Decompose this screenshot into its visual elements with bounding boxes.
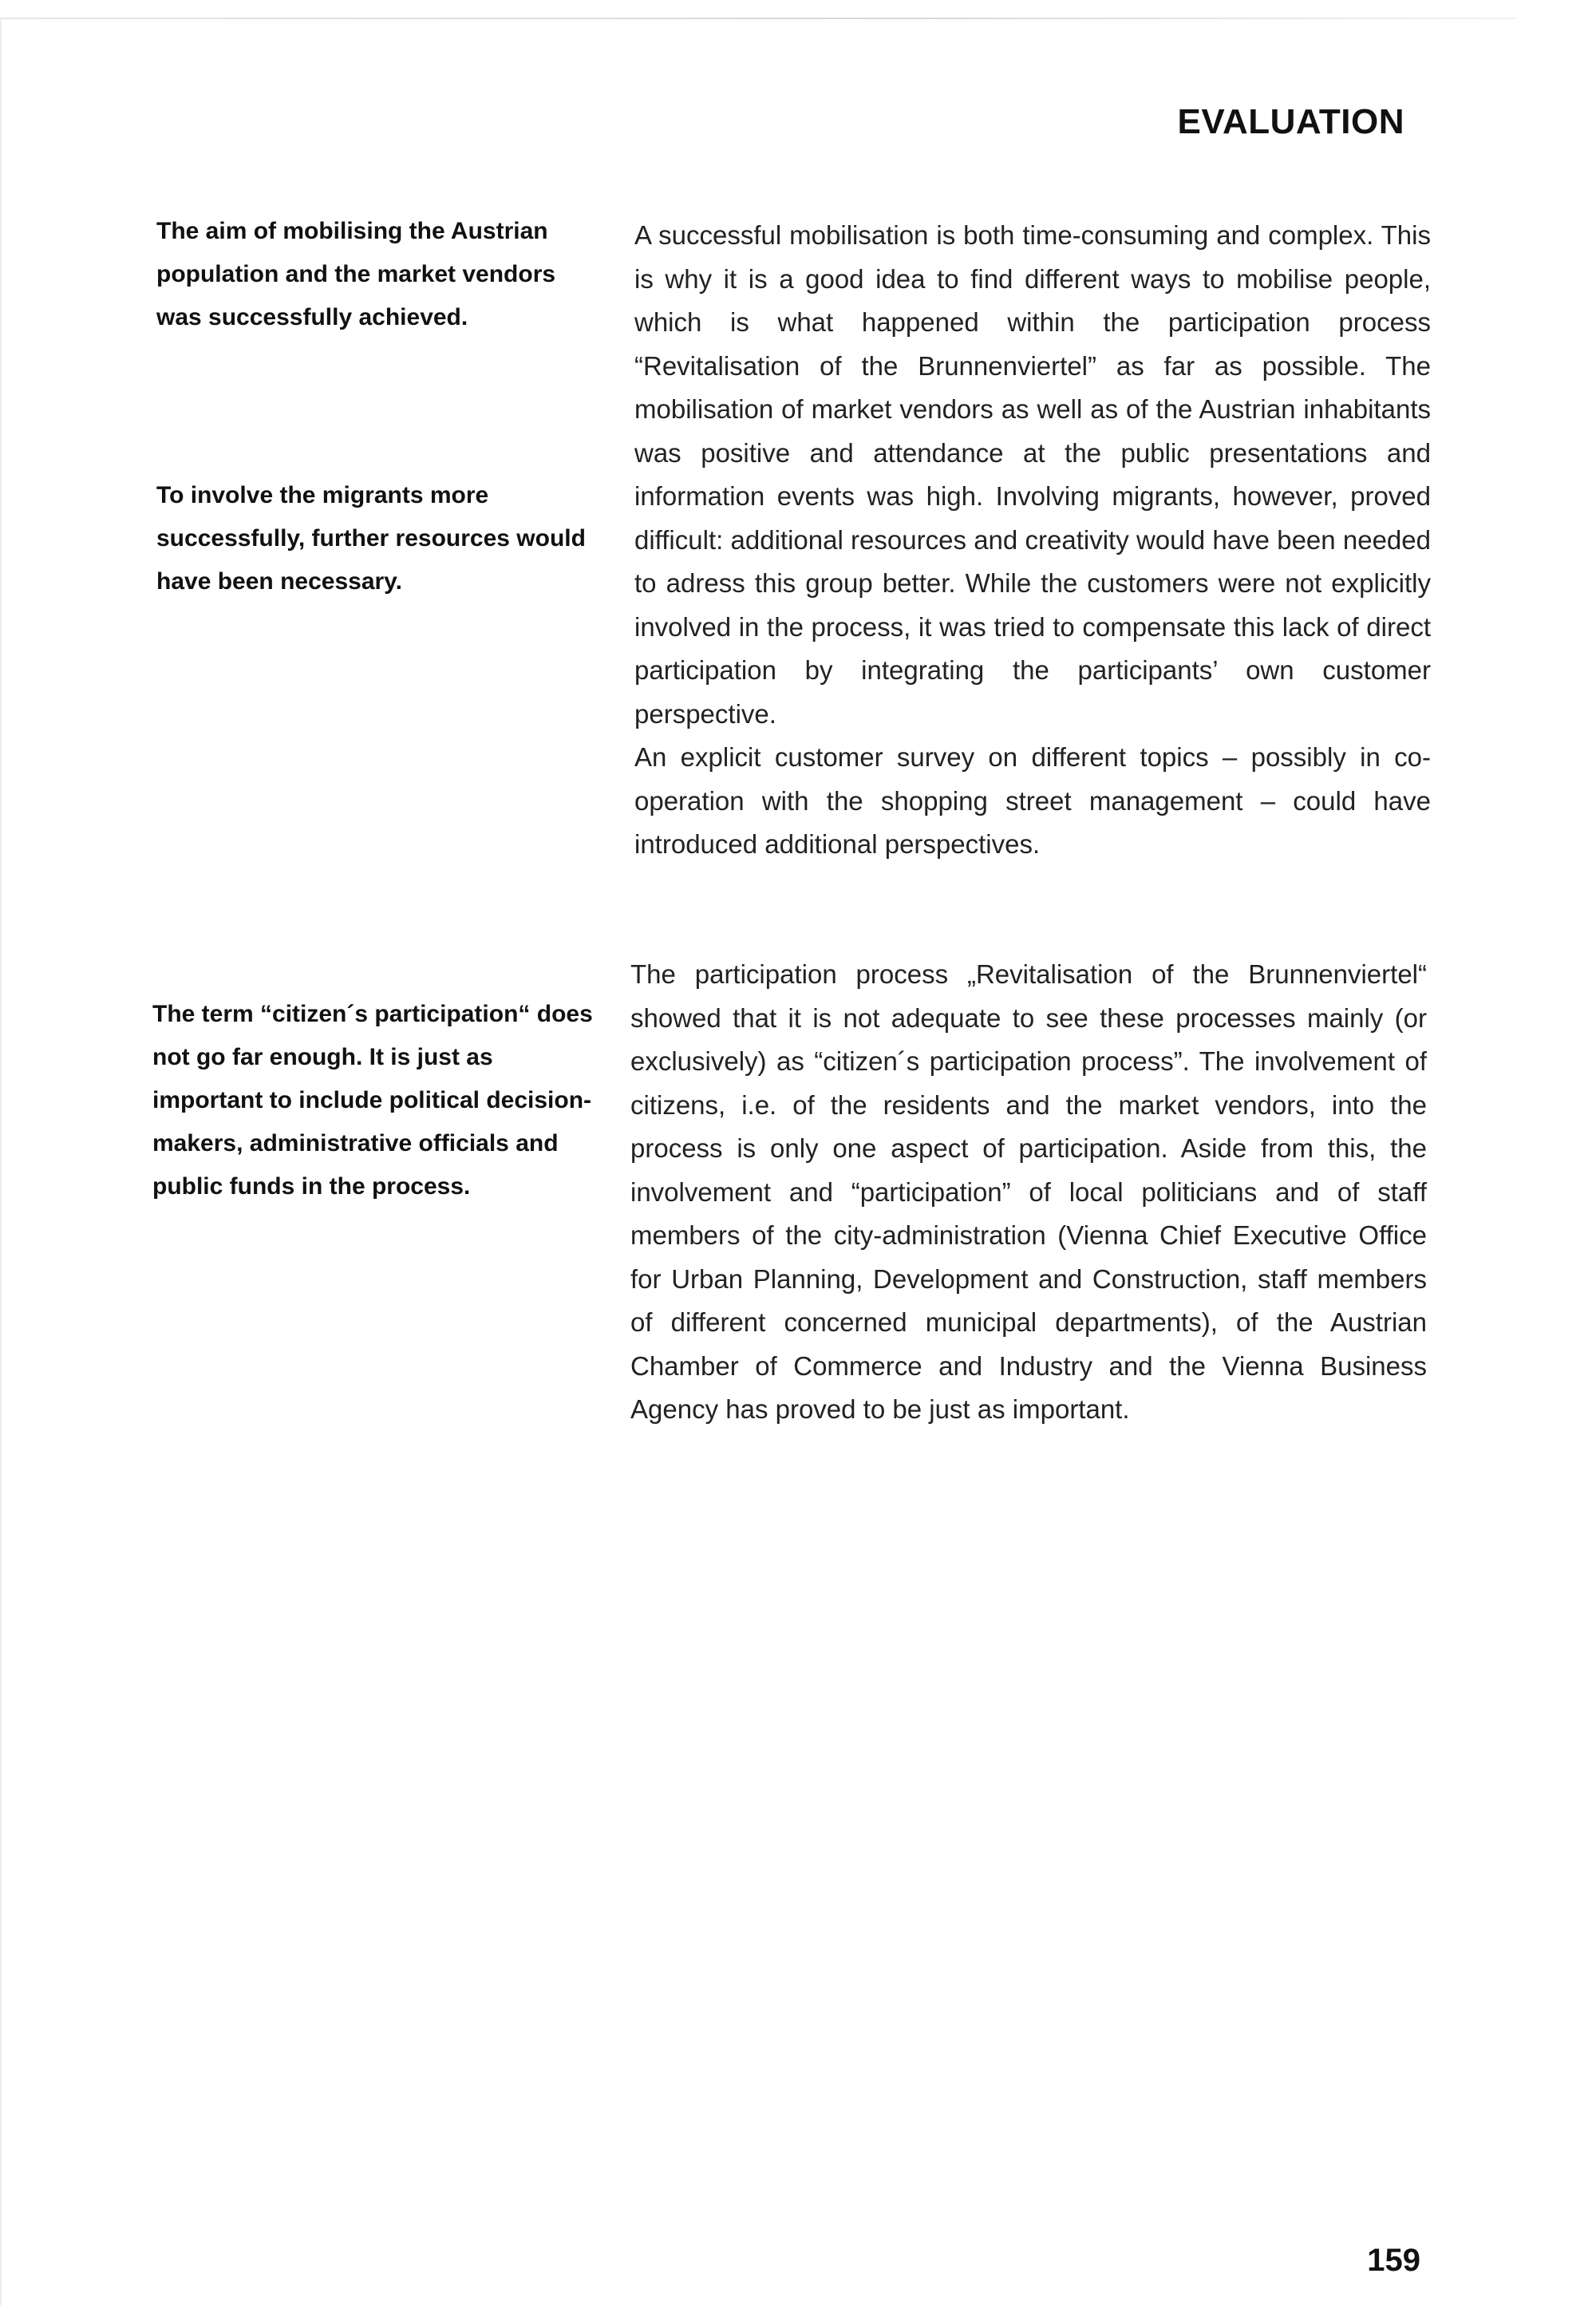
scan-edge-left xyxy=(0,18,2,2305)
running-header-title: EVALUATION xyxy=(1177,102,1404,141)
scan-edge-top xyxy=(0,18,1516,19)
paragraph-mobilisation: A successful mobilisation is both time-consuming and complex. This is why it is a good idea to find different ways to mobilise people, which is what happened within the participation process “Revitalisation of the Brunnenviertel” as far as possible. The mobilisation of market vendors as well as of the Austrian inhabitants was positive and attendance at the public presentations and information events was high. Involving migrants, however, proved difficult: additional resources and creativity would have been needed to adress this group better. While the customers were not explicitly involved in the process, it was tried to compensate this lack of direct participation by integrating the participants’ own customer perspective. xyxy=(634,220,1431,729)
side-note-mobilisation-achieved: The aim of mobilising the Austrian population and the market vendors was successfully achieved. xyxy=(156,218,556,330)
body-text-participation xyxy=(630,953,1427,1432)
paragraph-customer-survey: An explicit customer survey on different topics – possibly in co-operation with the shopping street management – could have introduced additional perspectives. xyxy=(634,742,1431,859)
side-note-migrants: To involve the migrants more successfully, further resources would have been necessary. xyxy=(156,482,586,595)
side-note-citizens-participation: The term “citizen´s participation“ does not go far enough. It is just as important to include political decision-makers, administrative officials and public funds in the process. xyxy=(152,1001,593,1200)
page-number: 159 xyxy=(1367,2243,1420,2278)
body-text-mobilisation xyxy=(634,214,1431,867)
paragraph-participation: The participation process „Revitalisation of the Brunnenviertel“ showed that it is not adequate to see these processes mainly (or exclusively) as “citizen´s participation process”. The involvement of citizens, i.e. of the residents and the market vendors, into the process is only one aspect of participation. Aside from this, the involvement and “participation” of local politicians and of staff members of the city-administration (Vienna Chief Executive Office for Urban Planning, Development and Construction, staff members of different concerned municipal departments), of the Austrian Chamber of Commerce and Industry and the Vienna Business Agency has proved to be just as important. xyxy=(630,959,1427,1424)
